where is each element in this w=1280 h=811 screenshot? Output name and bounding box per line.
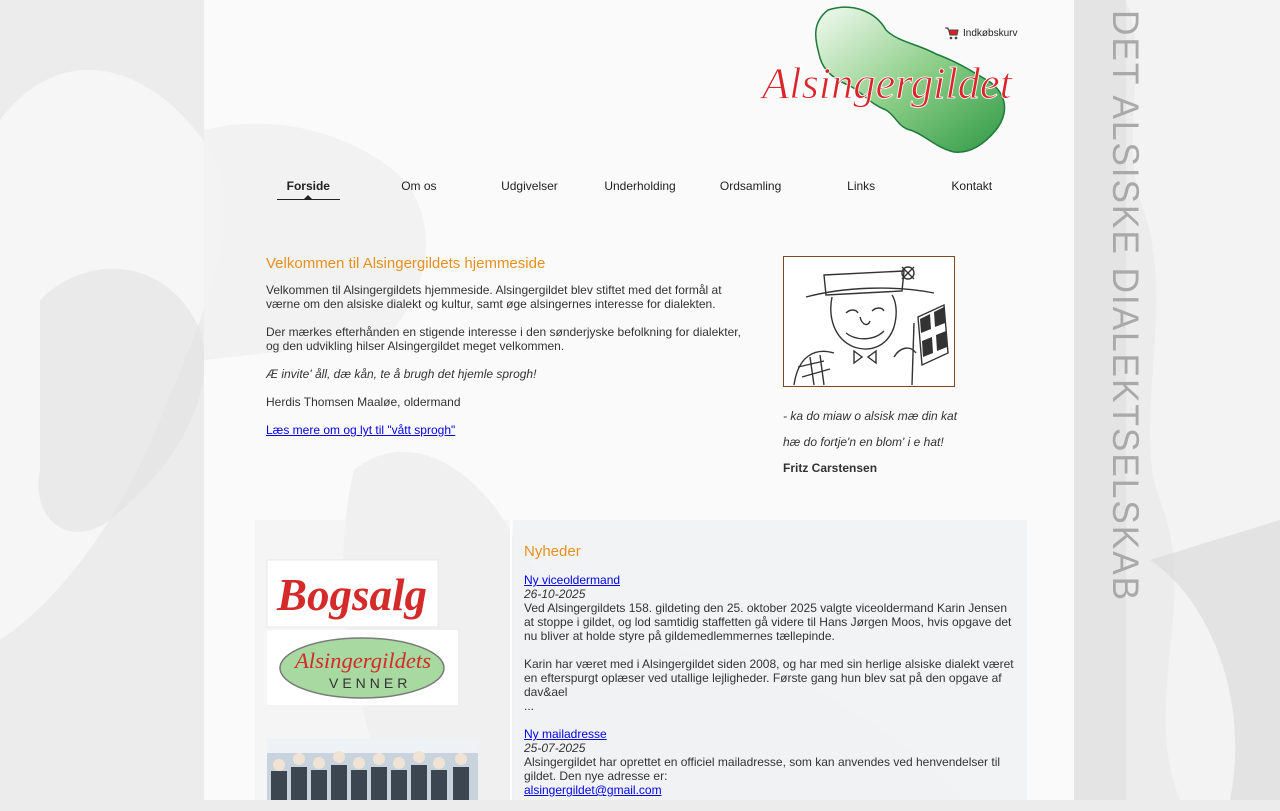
nav-item-label: Links — [847, 179, 876, 193]
dialect-verse — [783, 403, 1003, 481]
news-item — [524, 727, 1014, 797]
nav-active-underline — [277, 199, 340, 200]
nav-item-underholding[interactable] — [585, 178, 696, 202]
news-body: Karin har været med i Alsingergildet siden 2008, og har med sin herlige alsiske dialekt været en efterspurgt oplæser ved utallige lejligheder. Første gang hun blev sat på den opgave af dav&ael — [524, 657, 1014, 699]
nav-item-udgivelser[interactable] — [474, 178, 585, 202]
verse-line: - ka do miaw o alsisk mæ din kat — [783, 409, 958, 423]
nav-item-label: Ordsamling — [719, 179, 782, 193]
welcome-section — [266, 255, 751, 451]
nav-item-om-os[interactable] — [364, 178, 475, 202]
nav-item-label: Forside — [286, 179, 330, 193]
nav-item-forside[interactable] — [253, 178, 364, 202]
venner-banner-subtitle: VENNER — [329, 675, 412, 691]
news-email-link[interactable]: alsingergildet@gmail.com — [524, 783, 662, 797]
portrait-illustration — [783, 256, 955, 387]
read-more-link[interactable]: Læs mere om og lyt til "vått sprogh" — [266, 423, 456, 437]
caricature-image — [784, 257, 954, 386]
bogsalg-banner[interactable] — [267, 560, 438, 627]
verse-author: Fritz Carstensen — [783, 461, 878, 475]
news-headline-link[interactable]: Ny mailadresse — [524, 727, 607, 741]
nav-item-label: Underholding — [604, 179, 676, 193]
news-body: Ved Alsingergildets 158. gildeting den 25. oktober 2025 valgte viceoldermand Karin Jensen at stoppe i gildet, og lod samtidig staffetten gå videre til Hans Jørgen Moos, hvis opgave det nu bliver at holde styre på gildemedlemmernes tællepinde. — [524, 601, 1012, 643]
nav-item-label: Kontakt — [951, 179, 993, 193]
group-photo — [267, 739, 478, 800]
news-section — [513, 520, 1027, 800]
news-body: Alsingergildet har oprettet en officiel mailadresse, som kan anvendes ved henvendelser til gildet. Den nye adresse er: — [524, 755, 1001, 783]
news-title: Nyheder — [524, 543, 581, 560]
verse-line: hæ do fortje'n en blom' i e hat! — [783, 435, 944, 449]
welcome-title: Velkommen til Alsingergildets hjemmeside — [266, 255, 546, 272]
cart-link[interactable] — [945, 27, 1017, 40]
side-banner-text: DET ALSISKE DIALEKTSELSKAB — [1105, 10, 1146, 631]
bogsalg-banner-text: Bogsalg — [276, 569, 427, 620]
logo-text: Alsingergildet — [758, 59, 1014, 108]
venner-banner-title: Alsingergildets — [292, 648, 431, 673]
welcome-dialect-quote: Æ invite' åll, dæ kån, te å brugh det hjemle sprogh! — [266, 367, 537, 381]
welcome-paragraph: Der mærkes efterhånden en stigende interesse i den sønderjyske befolkning for dialekter, og den udvikling hilser Alsingergildet meget velkommen. — [266, 325, 741, 353]
cart-label: Indkøbskurv — [963, 28, 1018, 39]
venner-banner[interactable] — [267, 630, 458, 705]
shopping-cart-icon — [945, 27, 959, 40]
welcome-signature: Herdis Thomsen Maaløe, oldermand — [266, 395, 461, 409]
news-date: 26-10-2025 — [524, 587, 586, 601]
nav-active-caret-icon — [304, 195, 312, 199]
nav-item-label: Udgivelser — [501, 179, 558, 193]
nav-item-label: Om os — [401, 179, 437, 193]
nav-item-kontakt[interactable] — [916, 178, 1027, 202]
nav-item-ordsamling[interactable] — [695, 178, 806, 202]
site-logo[interactable] — [758, 2, 1018, 158]
side-banner — [1083, 8, 1146, 631]
welcome-paragraph: Velkommen til Alsingergildets hjemmeside. Alsingergildet blev stiftet med det formål at værne om den alsiske dialekt og kultur, samt øge alsingernes interesse for dialekten. — [266, 283, 722, 311]
news-ellipsis: ... — [524, 699, 535, 713]
nav-item-links[interactable] — [806, 178, 917, 202]
news-item — [524, 573, 1014, 713]
news-headline-link[interactable]: Ny viceoldermand — [524, 573, 621, 587]
news-date: 25-07-2025 — [524, 741, 586, 755]
main-navigation — [253, 178, 1027, 202]
